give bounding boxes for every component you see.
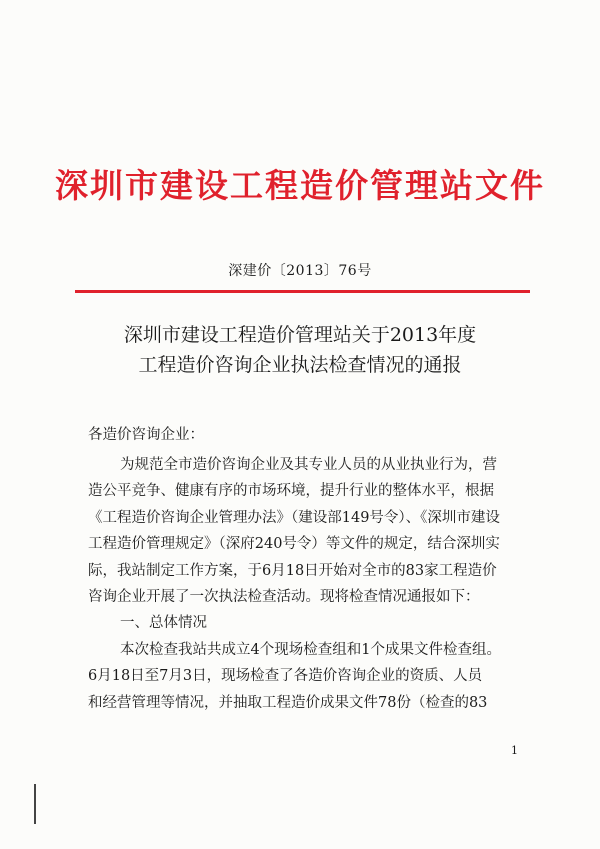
section-heading: 一、总体情况 [120,615,207,632]
scan-edge-mark [34,784,36,824]
body-line: 为规范全市造价咨询企业及其专业人员的从业执业行为，营 [120,457,497,473]
subject-line-2: 工程造价咨询企业执法检查情况的通报 [138,354,462,376]
body-line: 咨询企业开展了一次执法检查活动。现将检查情况通报如下： [88,588,480,605]
body-line: 际，我站制定工作方案，于6月18日开始对全市的83家工程造价 [88,562,497,579]
document-header-title: 深圳市建设工程造价管理站文件 [55,166,545,205]
body-line: 和经营管理等情况，并抽取工程造价成果文件78份（检查的83 [88,694,488,711]
document-subject [0,320,600,380]
red-divider-line [75,290,530,293]
body-line: 本次检查我站共成立4个现场检查组和1个成果文件检查组。 [120,641,501,658]
subject-line-1: 深圳市建设工程造价管理站关于2013年度 [123,324,477,346]
body-line: 造公平竞争、健康有序的市场环境，提升行业的整体水平，根据 [88,483,494,500]
salutation: 各造价咨询企业： [88,427,204,443]
body-line: 工程造价管理规定》（深府240号令）等文件的规定，结合深圳实 [88,536,500,553]
body-text [88,452,518,716]
document-number: 深建价〔2013〕76号 [228,263,372,279]
page-number: 1 [511,744,518,757]
body-line: 6月18日至7月3日，现场检查了各造价咨询企业的资质、人员 [88,668,483,685]
body-line: 《工程造价咨询企业管理办法》（建设部149号令）、《深圳市建设 [88,509,500,526]
